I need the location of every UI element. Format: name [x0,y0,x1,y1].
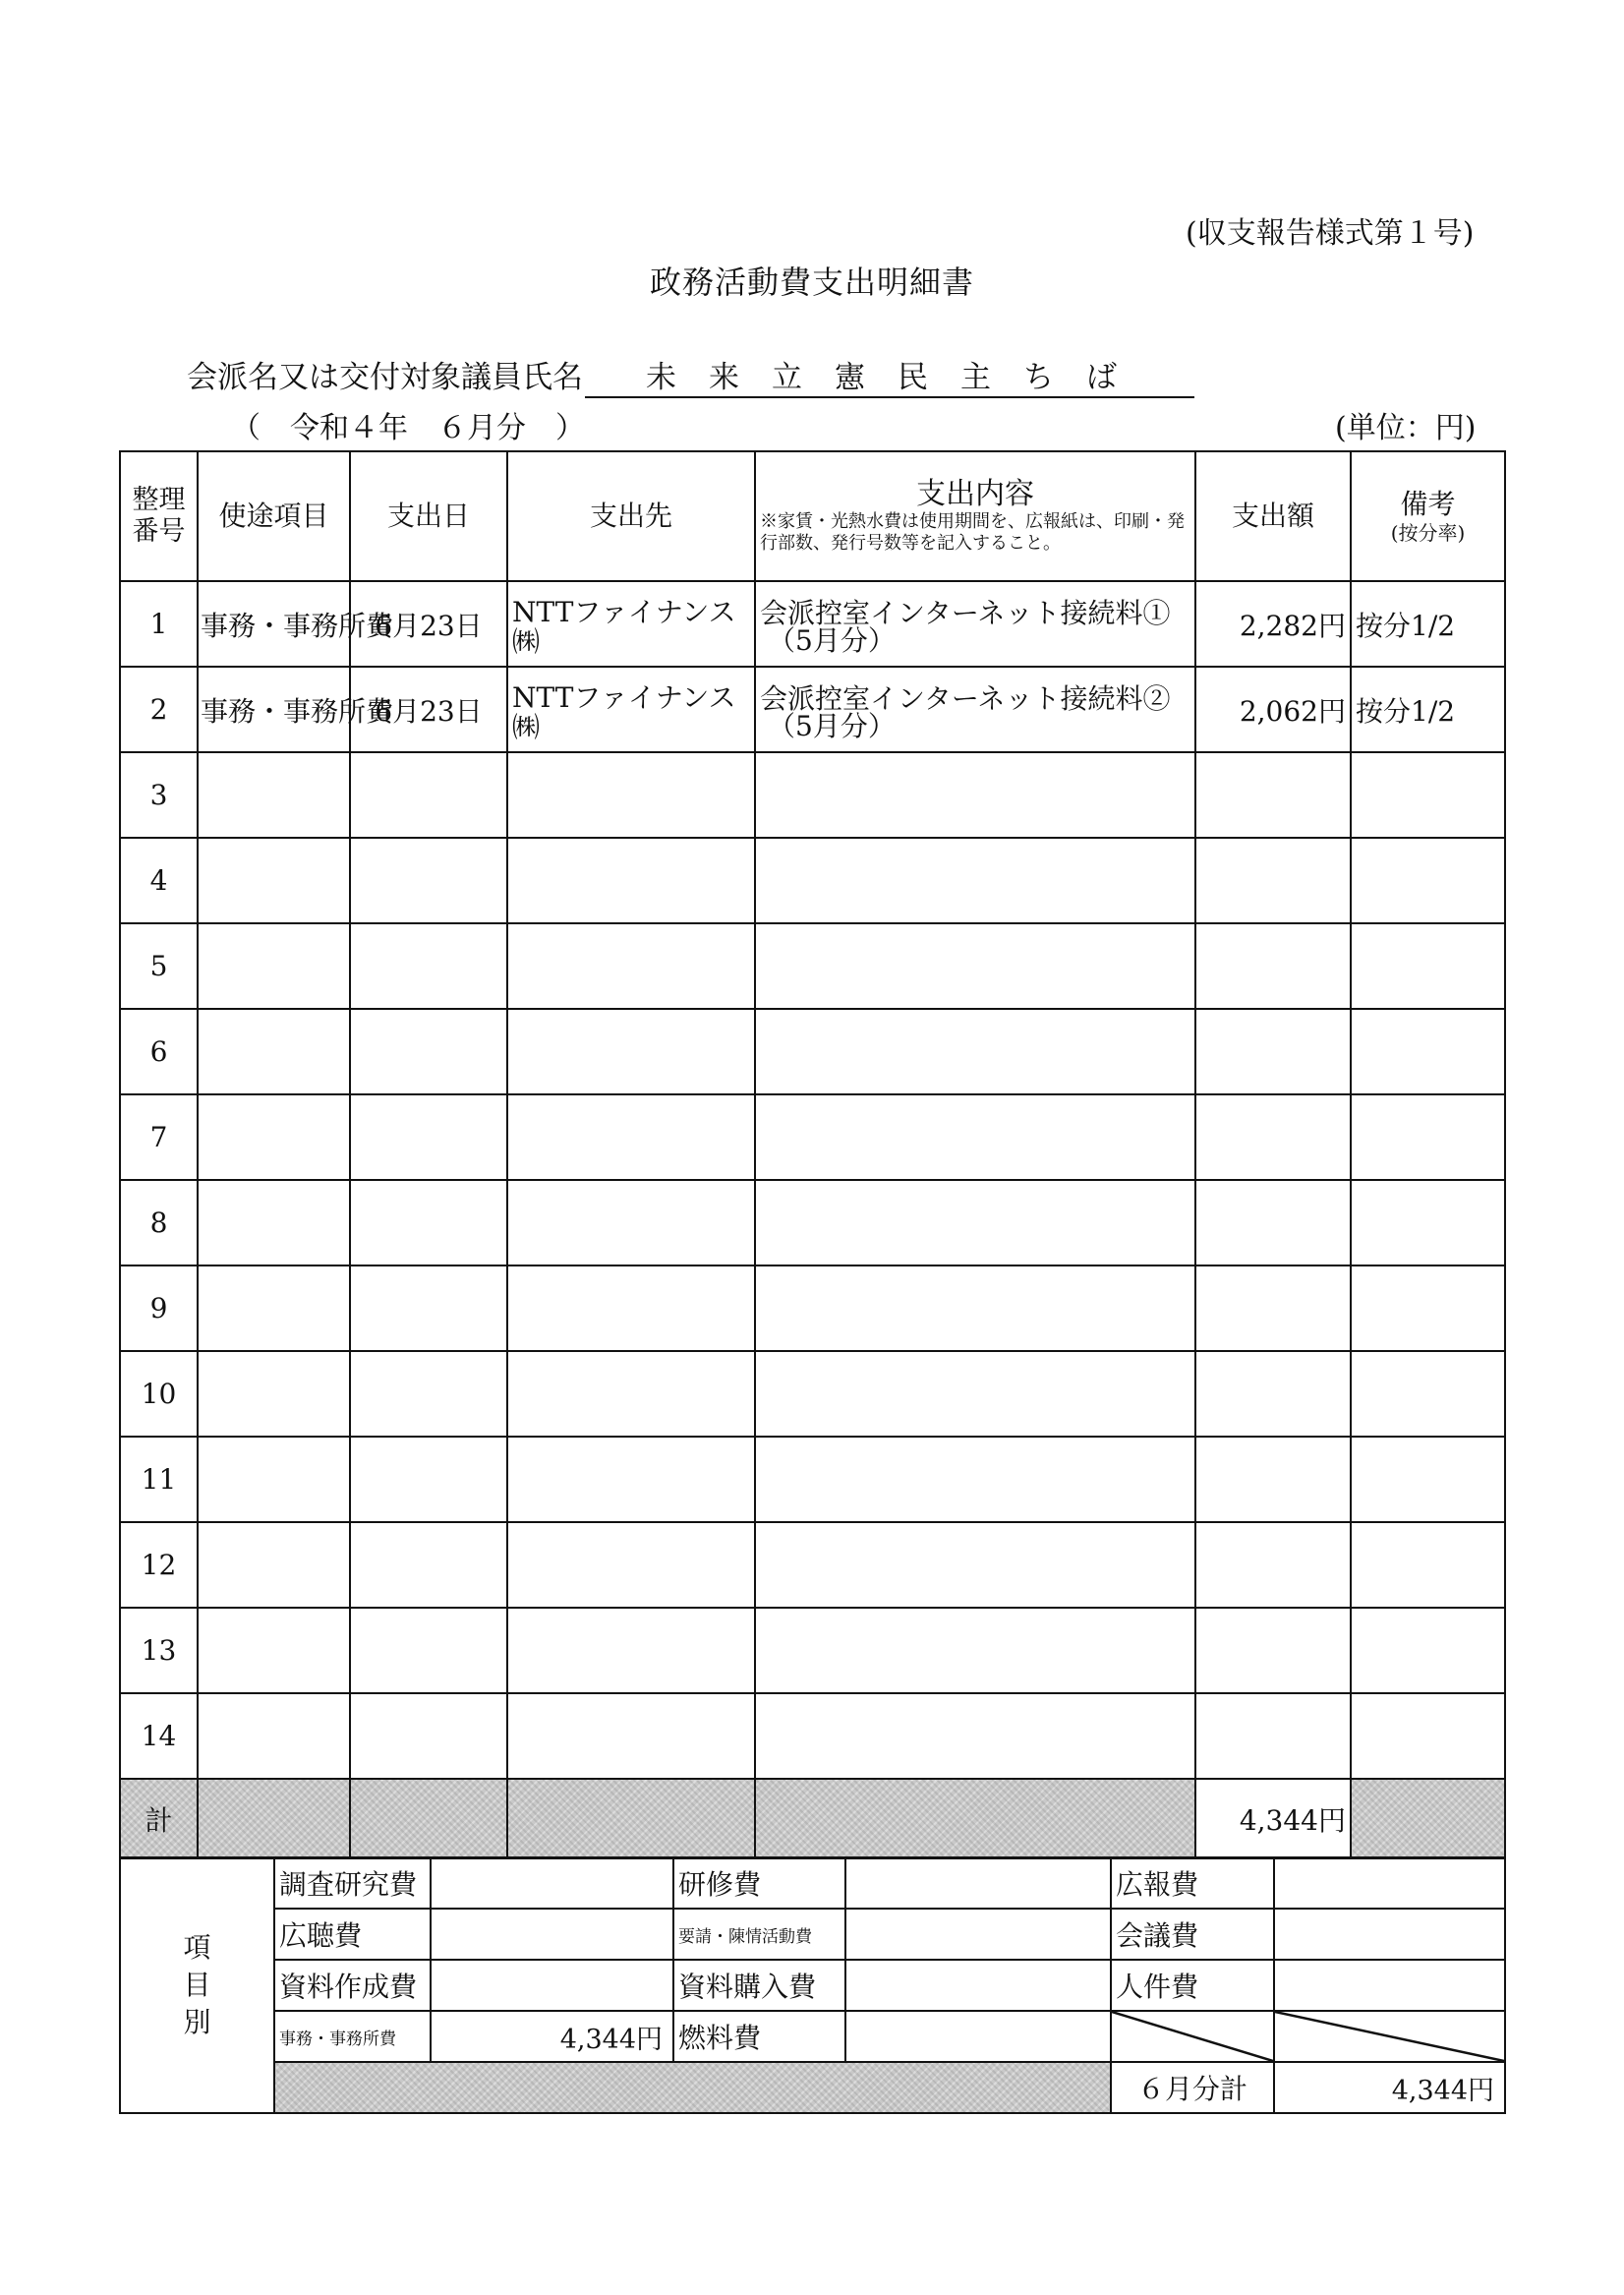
header-payee: 支出先 [507,451,755,581]
row-remarks: 按分1/2 [1351,667,1505,752]
row-content [755,667,1195,752]
total-amount: 4,344円 [1195,1779,1351,1858]
row-remarks [1351,1009,1505,1094]
header-remarks-label: 備考 [1400,488,1456,520]
row-purpose [198,1437,350,1522]
row-number: 8 [120,1180,198,1265]
row-content-line: 会派控室インターネット接続料② [760,681,1171,715]
row-number: 3 [120,752,198,838]
row-purpose [198,1693,350,1779]
row-payee [507,838,755,923]
row-remarks [1351,1693,1505,1779]
row-purpose [198,1351,350,1437]
row-date [350,1351,507,1437]
row-amount [1195,1522,1351,1608]
row-purpose [198,1180,350,1265]
row-date: 6月23日 [350,581,507,667]
row-content [755,1437,1195,1522]
row-purpose [198,752,350,838]
category-publicity-value [1274,1857,1505,1909]
category-training: 研修費 [673,1857,845,1909]
total-label: 計 [120,1779,198,1858]
table-row [120,1009,1505,1094]
row-content [755,838,1195,923]
row-payee [507,1351,755,1437]
total-row [120,1779,1505,1858]
row-number: 4 [120,838,198,923]
row-date [350,1693,507,1779]
category-materials-making-value [431,1960,673,2011]
table-row [120,1437,1505,1522]
category-office-value: 4,344円 [431,2011,673,2062]
row-remarks [1351,752,1505,838]
table-row [120,1094,1505,1180]
row-amount [1195,1094,1351,1180]
faction-label: 会派名又は交付対象議員氏名 [187,360,583,395]
category-office: 事務・事務所費 [274,2011,431,2062]
row-purpose [198,1009,350,1094]
category-petition-value [845,1909,1111,1960]
row-amount [1195,1009,1351,1094]
row-content [755,1693,1195,1779]
table-row [120,1180,1505,1265]
category-research-value [431,1857,673,1909]
form-number: (収支報告様式第１号) [1186,216,1475,251]
diagonal-void-cell [1111,2011,1274,2062]
row-date [350,1265,507,1351]
row-payee-line: NTTファイナンス [512,680,736,714]
row-purpose [198,838,350,923]
side-label-char: 別 [183,2006,211,2038]
row-content-line: （5月分） [768,623,896,657]
table-row [120,1351,1505,1437]
row-remarks [1351,1094,1505,1180]
table-row [120,581,1505,667]
row-payee-line: ㈱ [512,624,541,658]
header-content-note: ※家賃・光熱水費は使用期間を、広報紙は、印刷・発行部数、発行号数等を記入すること。 [760,511,1185,554]
row-date [350,752,507,838]
category-hearing-value [431,1909,673,1960]
row-amount [1195,752,1351,838]
row-amount [1195,923,1351,1009]
row-date [350,1522,507,1608]
row-date [350,1094,507,1180]
row-content [755,1180,1195,1265]
category-meeting: 会議費 [1111,1909,1274,1960]
row-number: 10 [120,1351,198,1437]
row-number: 11 [120,1437,198,1522]
row-payee [507,1009,755,1094]
row-number: 13 [120,1608,198,1693]
category-side-label [120,1857,274,2113]
row-payee [507,1693,755,1779]
row-content [755,1608,1195,1693]
row-remarks [1351,1437,1505,1522]
row-remarks [1351,1608,1505,1693]
row-remarks [1351,923,1505,1009]
row-amount [1195,1437,1351,1522]
row-amount [1195,1608,1351,1693]
category-summary-table [119,1856,1506,2114]
row-remarks [1351,838,1505,923]
row-number: 7 [120,1094,198,1180]
table-row [120,923,1505,1009]
row-amount: 2,062円 [1195,667,1351,752]
row-purpose [198,923,350,1009]
table-row [120,667,1505,752]
row-payee [507,1522,755,1608]
row-remarks: 按分1/2 [1351,581,1505,667]
row-amount [1195,1693,1351,1779]
page-title: 政務活動費支出明細書 [649,264,974,301]
row-number: 14 [120,1693,198,1779]
side-label-char: 目 [183,1969,211,2001]
category-materials-purchase-value [845,1960,1111,2011]
row-number: 12 [120,1522,198,1608]
side-label-char: 項 [183,1931,211,1964]
table-row [120,752,1505,838]
row-date [350,838,507,923]
header-no: 整理番号 [120,451,198,581]
total-shaded-cell [507,1779,755,1858]
row-payee [507,581,755,667]
reporting-period: （ 令和４年 ６月分 ） [231,411,585,445]
header-remarks-sub: (按分率) [1390,521,1466,545]
month-total-label: ６月分計 [1111,2062,1274,2113]
row-remarks [1351,1180,1505,1265]
table-header-row [120,451,1505,581]
row-number: 2 [120,667,198,752]
total-shaded-cell [198,1779,350,1858]
table-row [120,1608,1505,1693]
row-payee [507,1608,755,1693]
row-purpose [198,1265,350,1351]
row-payee [507,1094,755,1180]
row-amount: 2,282円 [1195,581,1351,667]
row-number: 9 [120,1265,198,1351]
header-date: 支出日 [350,451,507,581]
row-content [755,581,1195,667]
header-amount: 支出額 [1195,451,1351,581]
row-amount [1195,1265,1351,1351]
expense-detail-table [119,450,1506,1859]
row-content [755,923,1195,1009]
category-training-value [845,1857,1111,1909]
table-row [120,1265,1505,1351]
unit-label: (単位：円) [1335,411,1477,445]
row-content [755,1522,1195,1608]
row-payee [507,667,755,752]
row-number: 5 [120,923,198,1009]
row-content [755,1094,1195,1180]
row-date: 6月23日 [350,667,507,752]
header-content-label: 支出内容 [916,477,1034,511]
table-row [120,1522,1505,1608]
row-date [350,1009,507,1094]
table-row [120,838,1505,923]
row-date [350,1608,507,1693]
total-shaded-cell [350,1779,507,1858]
row-content [755,1265,1195,1351]
row-payee [507,752,755,838]
category-shaded-area [274,2062,1111,2113]
header-remarks [1351,451,1505,581]
row-amount [1195,1351,1351,1437]
diagonal-void-cell [1274,2011,1505,2062]
row-purpose [198,1094,350,1180]
row-purpose [198,1522,350,1608]
category-fuel-value [845,2011,1111,2062]
row-remarks [1351,1351,1505,1437]
row-payee [507,923,755,1009]
row-number: 1 [120,581,198,667]
category-meeting-value [1274,1909,1505,1960]
category-hearing: 広聴費 [274,1909,431,1960]
row-content [755,1351,1195,1437]
category-fuel: 燃料費 [673,2011,845,2062]
row-content [755,752,1195,838]
category-personnel-value [1274,1960,1505,2011]
row-remarks [1351,1265,1505,1351]
row-content-line: 会派控室インターネット接続料① [760,596,1171,629]
row-amount [1195,838,1351,923]
row-content-line: （5月分） [768,709,896,742]
category-materials-purchase: 資料購入費 [673,1960,845,2011]
row-content [755,1009,1195,1094]
row-payee-line: ㈱ [512,710,541,743]
row-date [350,1180,507,1265]
row-payee [507,1180,755,1265]
category-personnel: 人件費 [1111,1960,1274,2011]
category-research: 調査研究費 [274,1857,431,1909]
header-purpose: 使途項目 [198,451,350,581]
total-shaded-cell [1351,1779,1505,1858]
header-content [755,451,1195,581]
row-amount [1195,1180,1351,1265]
row-date [350,1437,507,1522]
category-publicity: 広報費 [1111,1857,1274,1909]
row-payee-line: NTTファイナンス [512,595,736,628]
table-row [120,1693,1505,1779]
category-petition: 要請・陳情活動費 [673,1909,845,1960]
faction-name: 未来立憲民主ちば [585,352,1194,398]
category-materials-making: 資料作成費 [274,1960,431,2011]
row-purpose [198,1608,350,1693]
row-payee [507,1265,755,1351]
row-purpose: 事務・事務所費 [198,581,350,667]
row-date [350,923,507,1009]
row-payee [507,1437,755,1522]
total-shaded-cell [755,1779,1195,1858]
row-remarks [1351,1522,1505,1608]
row-purpose: 事務・事務所費 [198,667,350,752]
row-number: 6 [120,1009,198,1094]
month-total-amount: 4,344円 [1274,2062,1505,2113]
